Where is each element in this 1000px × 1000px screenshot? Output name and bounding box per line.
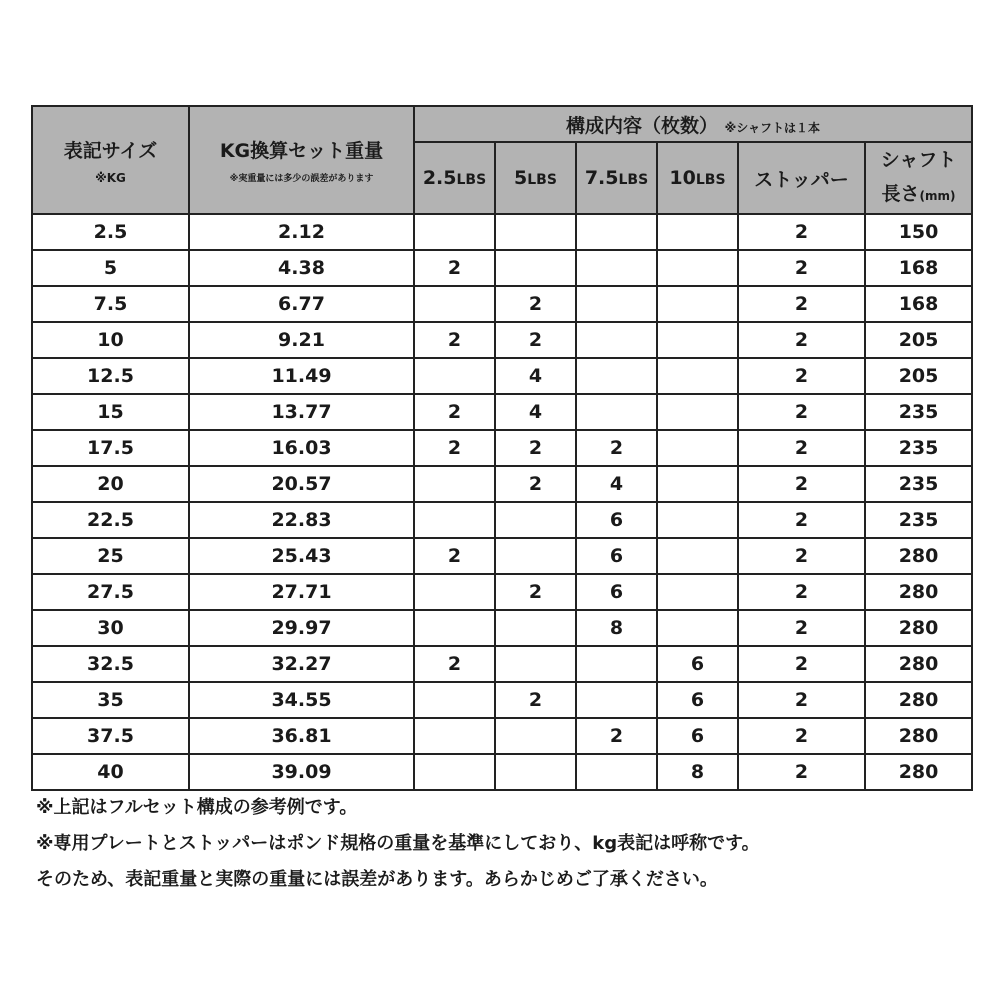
size-kg-cell: 5 — [32, 250, 189, 286]
plate-unit: LBS — [618, 172, 649, 188]
size-kg-cell: 2.5 — [32, 214, 189, 250]
plate-7-5lbs-count — [576, 754, 657, 790]
shaft-length-cell: 205 — [865, 322, 972, 358]
table-row — [32, 502, 972, 538]
plate-7-5lbs-count — [576, 358, 657, 394]
set-weight-cell: 16.03 — [189, 430, 414, 466]
size-kg-cell: 7.5 — [32, 286, 189, 322]
stopper-count: 2 — [738, 394, 865, 430]
plate-2-5lbs-count — [414, 214, 495, 250]
shaft-length-cell: 168 — [865, 250, 972, 286]
size-label: 表記サイズ — [63, 139, 158, 162]
length-text: 長さ — [881, 183, 920, 205]
plate-2-5lbs-count — [414, 466, 495, 502]
plate-unit: LBS — [456, 172, 487, 188]
set-weight-label: KG換算セット重量 — [219, 140, 384, 162]
plate-10lbs-count — [657, 574, 738, 610]
header-plate-10lbs — [657, 142, 738, 214]
table-row — [32, 682, 972, 718]
plate-2-5lbs-count — [414, 286, 495, 322]
plate-7-5lbs-count: 2 — [576, 430, 657, 466]
plate-5lbs-count — [495, 250, 576, 286]
plate-5lbs-count: 2 — [495, 286, 576, 322]
table-row — [32, 574, 972, 610]
size-kg-cell: 12.5 — [32, 358, 189, 394]
shaft-length-cell: 280 — [865, 538, 972, 574]
plate-7-5lbs-count — [576, 646, 657, 682]
table-row — [32, 538, 972, 574]
shaft-length-cell: 280 — [865, 718, 972, 754]
plate-2-5lbs-count — [414, 610, 495, 646]
stopper-label: ストッパー — [754, 168, 849, 191]
plate-7-5lbs-count: 6 — [576, 574, 657, 610]
plate-7-5lbs-count — [576, 286, 657, 322]
plate-7-5lbs-count — [576, 394, 657, 430]
plate-10lbs-count: 8 — [657, 754, 738, 790]
stopper-count: 2 — [738, 250, 865, 286]
composition-note: ※シャフトは１本 — [724, 120, 821, 135]
stopper-count: 2 — [738, 610, 865, 646]
set-weight-cell: 22.83 — [189, 502, 414, 538]
shaft-length-cell: 150 — [865, 214, 972, 250]
plate-weight: 5 — [514, 167, 528, 189]
shaft-length-cell: 280 — [865, 682, 972, 718]
set-weight-cell: 20.57 — [189, 466, 414, 502]
plate-weight: 2.5 — [422, 167, 457, 189]
plate-10lbs-count — [657, 394, 738, 430]
table-row — [32, 214, 972, 250]
plate-7-5lbs-count — [576, 682, 657, 718]
stopper-count: 2 — [738, 682, 865, 718]
plate-10lbs-count: 6 — [657, 718, 738, 754]
stopper-count: 2 — [738, 502, 865, 538]
header-shaft-length — [865, 142, 972, 214]
note-line: ※上記はフルセット構成の参考例です。 — [36, 797, 358, 818]
plate-10lbs-count: 6 — [657, 682, 738, 718]
plate-10lbs-count — [657, 538, 738, 574]
stopper-count: 2 — [738, 646, 865, 682]
plate-10lbs-count — [657, 322, 738, 358]
plate-7-5lbs-count: 8 — [576, 610, 657, 646]
shaft-length-cell: 235 — [865, 466, 972, 502]
plate-2-5lbs-count — [414, 754, 495, 790]
header-plate-5lbs — [495, 142, 576, 214]
size-kg-cell: 15 — [32, 394, 189, 430]
size-kg-cell: 37.5 — [32, 718, 189, 754]
set-weight-cell: 39.09 — [189, 754, 414, 790]
size-kg-cell: 32.5 — [32, 646, 189, 682]
plate-7-5lbs-count — [576, 250, 657, 286]
set-weight-cell: 4.38 — [189, 250, 414, 286]
size-kg-cell: 30 — [32, 610, 189, 646]
stopper-count: 2 — [738, 718, 865, 754]
plate-5lbs-count: 2 — [495, 430, 576, 466]
plate-10lbs-count — [657, 358, 738, 394]
plate-2-5lbs-count: 2 — [414, 430, 495, 466]
table-row — [32, 430, 972, 466]
size-kg-cell: 27.5 — [32, 574, 189, 610]
weight-spec-table — [31, 105, 973, 791]
plate-5lbs-count — [495, 502, 576, 538]
set-weight-cell: 2.12 — [189, 214, 414, 250]
table-row — [32, 466, 972, 502]
plate-2-5lbs-count — [414, 682, 495, 718]
plate-2-5lbs-count: 2 — [414, 250, 495, 286]
plate-5lbs-count — [495, 754, 576, 790]
plate-5lbs-count — [495, 538, 576, 574]
plate-5lbs-count: 4 — [495, 358, 576, 394]
plate-2-5lbs-count: 2 — [414, 646, 495, 682]
header-plate-7-5lbs — [576, 142, 657, 214]
set-weight-cell: 29.97 — [189, 610, 414, 646]
plate-10lbs-count: 6 — [657, 646, 738, 682]
shaft-length-cell: 235 — [865, 430, 972, 466]
plate-2-5lbs-count — [414, 502, 495, 538]
stopper-count: 2 — [738, 754, 865, 790]
shaft-length-cell: 280 — [865, 574, 972, 610]
set-weight-cell: 34.55 — [189, 682, 414, 718]
size-kg-cell: 25 — [32, 538, 189, 574]
stopper-count: 2 — [738, 286, 865, 322]
shaft-length-cell: 168 — [865, 286, 972, 322]
plate-10lbs-count — [657, 250, 738, 286]
stopper-count: 2 — [738, 430, 865, 466]
plate-10lbs-count — [657, 502, 738, 538]
stopper-count: 2 — [738, 574, 865, 610]
header-size-kg — [32, 106, 189, 214]
table-row — [32, 610, 972, 646]
plate-unit: LBS — [695, 172, 726, 188]
stopper-count: 2 — [738, 538, 865, 574]
plate-2-5lbs-count: 2 — [414, 394, 495, 430]
plate-7-5lbs-count — [576, 214, 657, 250]
table-row — [32, 358, 972, 394]
set-weight-cell: 13.77 — [189, 394, 414, 430]
size-kg-cell: 35 — [32, 682, 189, 718]
plate-5lbs-count — [495, 646, 576, 682]
composition-label: 構成内容（枚数） — [565, 114, 718, 137]
plate-7-5lbs-count — [576, 322, 657, 358]
plate-2-5lbs-count — [414, 358, 495, 394]
size-kg-cell: 17.5 — [32, 430, 189, 466]
set-weight-cell: 32.27 — [189, 646, 414, 682]
shaft-label: シャフト — [880, 149, 957, 171]
header-plate-2-5lbs — [414, 142, 495, 214]
plate-unit: LBS — [527, 172, 557, 188]
shaft-unit: (mm) — [919, 189, 956, 203]
plate-5lbs-count — [495, 718, 576, 754]
set-weight-cell: 11.49 — [189, 358, 414, 394]
plate-5lbs-count: 2 — [495, 682, 576, 718]
plate-5lbs-count: 4 — [495, 394, 576, 430]
shaft-length-cell: 235 — [865, 502, 972, 538]
header-set-weight — [189, 106, 414, 214]
size-kg-cell: 22.5 — [32, 502, 189, 538]
table-row — [32, 754, 972, 790]
plate-7-5lbs-count: 6 — [576, 502, 657, 538]
table-row — [32, 646, 972, 682]
header-composition-group — [414, 106, 972, 142]
stopper-count: 2 — [738, 358, 865, 394]
shaft-length-cell: 280 — [865, 646, 972, 682]
plate-10lbs-count — [657, 430, 738, 466]
plate-weight: 10 — [669, 167, 696, 189]
shaft-length-cell: 235 — [865, 394, 972, 430]
table-row — [32, 394, 972, 430]
note-line: そのため、表記重量と実際の重量には誤差があります。あらかじめご了承ください。 — [36, 869, 718, 890]
size-kg-cell: 20 — [32, 466, 189, 502]
stopper-count: 2 — [738, 214, 865, 250]
plate-10lbs-count — [657, 466, 738, 502]
plate-5lbs-count: 2 — [495, 574, 576, 610]
plate-2-5lbs-count — [414, 718, 495, 754]
table-row — [32, 286, 972, 322]
plate-7-5lbs-count: 2 — [576, 718, 657, 754]
table-row — [32, 718, 972, 754]
table-row — [32, 322, 972, 358]
plate-5lbs-count — [495, 610, 576, 646]
plate-2-5lbs-count: 2 — [414, 538, 495, 574]
plate-10lbs-count — [657, 286, 738, 322]
plate-7-5lbs-count: 4 — [576, 466, 657, 502]
set-weight-cell: 27.71 — [189, 574, 414, 610]
notes-section — [36, 790, 976, 898]
plate-5lbs-count: 2 — [495, 322, 576, 358]
note-line: ※専用プレートとストッパーはポンド規格の重量を基準にしており、kg表記は呼称です。 — [36, 833, 760, 854]
plate-5lbs-count: 2 — [495, 466, 576, 502]
stopper-count: 2 — [738, 466, 865, 502]
shaft-length-label — [866, 177, 971, 213]
set-weight-cell: 25.43 — [189, 538, 414, 574]
shaft-length-cell: 205 — [865, 358, 972, 394]
shaft-length-cell: 280 — [865, 754, 972, 790]
plate-5lbs-count — [495, 214, 576, 250]
set-weight-cell: 9.21 — [189, 322, 414, 358]
size-kg-cell: 10 — [32, 322, 189, 358]
set-weight-cell: 6.77 — [189, 286, 414, 322]
plate-2-5lbs-count — [414, 574, 495, 610]
table-body — [32, 214, 972, 790]
plate-7-5lbs-count: 6 — [576, 538, 657, 574]
plate-10lbs-count — [657, 610, 738, 646]
shaft-length-cell: 280 — [865, 610, 972, 646]
set-weight-note: ※実重量には多少の誤差があります — [229, 174, 374, 184]
plate-10lbs-count — [657, 214, 738, 250]
stopper-count: 2 — [738, 322, 865, 358]
set-weight-cell: 36.81 — [189, 718, 414, 754]
plate-2-5lbs-count: 2 — [414, 322, 495, 358]
table-row — [32, 250, 972, 286]
size-sub-label: ※KG — [95, 170, 126, 185]
size-kg-cell: 40 — [32, 754, 189, 790]
plate-weight: 7.5 — [584, 167, 619, 189]
header-stopper — [738, 142, 865, 214]
